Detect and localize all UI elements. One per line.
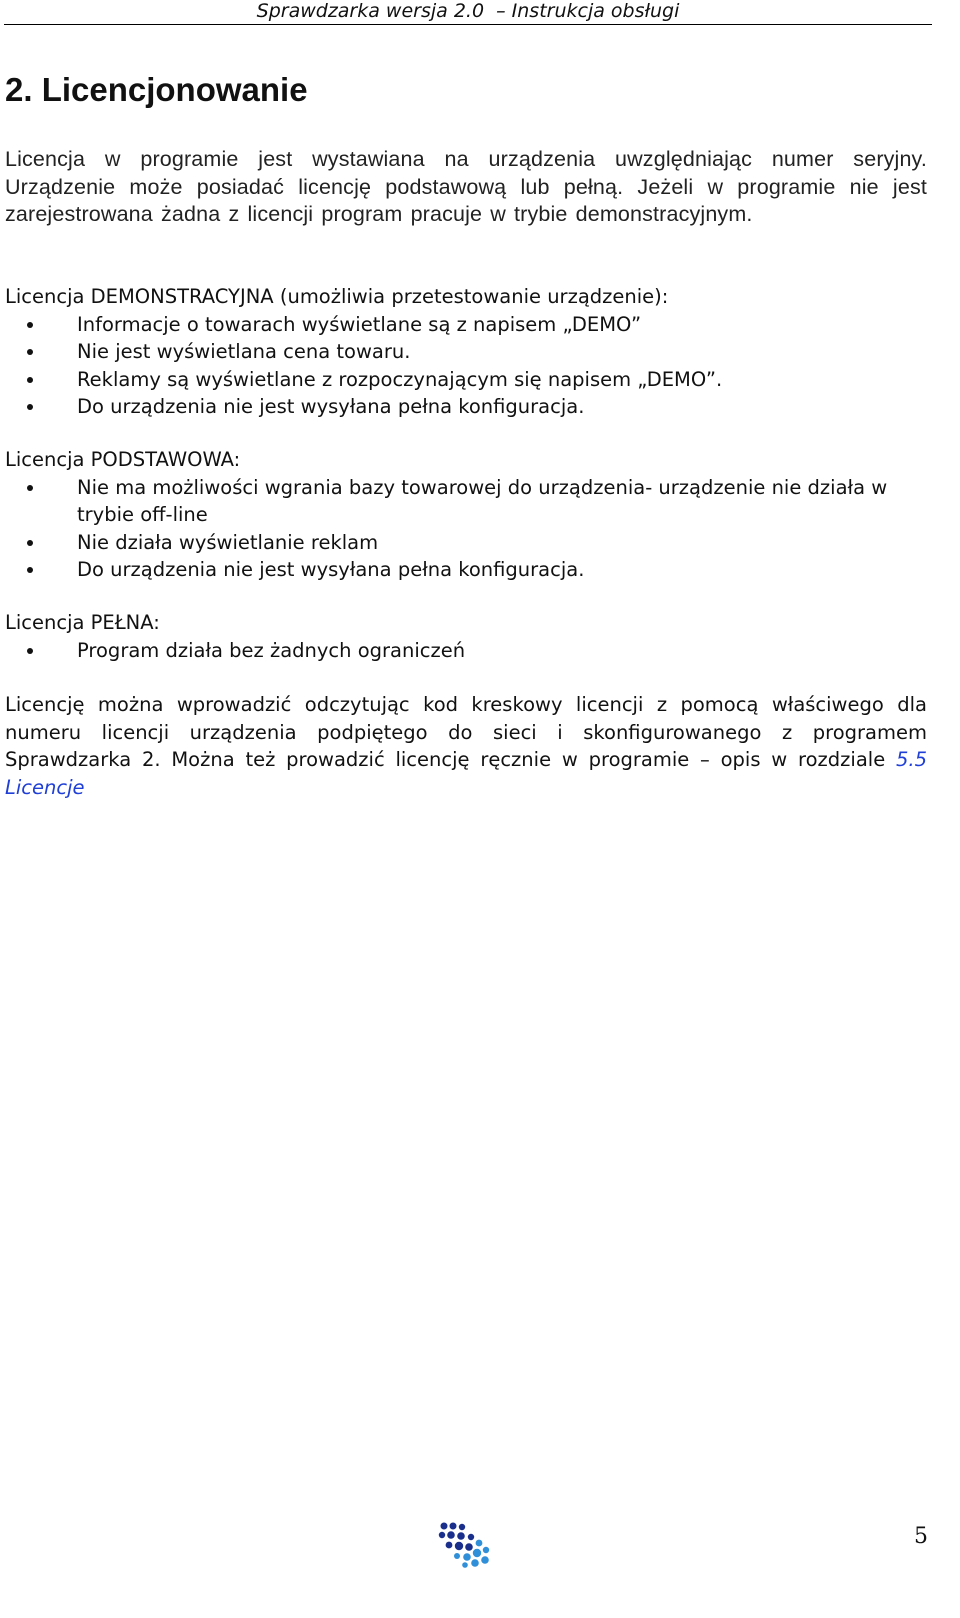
- list-item: Reklamy są wyświetlane z rozpoczynającym się napisem „DEMO”.: [5, 366, 927, 394]
- list-item: Program działa bez żadnych ograniczeń: [5, 637, 927, 665]
- demo-license-list: [5, 311, 927, 421]
- section-full-license: [5, 609, 927, 664]
- closing-paragraph: [5, 691, 927, 801]
- bullet-icon: [27, 540, 33, 546]
- list-item: Nie ma możliwości wgrania bazy towarowej do urządzenia- urządzenie nie działa w trybie off-line: [5, 474, 927, 529]
- bullet-icon: [27, 404, 33, 410]
- section-basic-label: Licencja PODSTAWOWA:: [5, 448, 241, 471]
- chapter-title: 2. Licencjonowanie: [5, 71, 308, 108]
- list-item: Nie działa wyświetlanie reklam: [5, 529, 927, 557]
- basic-license-list: [5, 474, 927, 584]
- intro-paragraph: Licencja w programie jest wystawiana na urządzenia uwzględniając numer seryjny. Urządzenie może posiadać licencję podstawową lub pełną. Jeżeli w programie nie jest zarejestrowana żadna z licencji program pracuje w trybie demonstracyjnym.: [5, 147, 927, 226]
- full-license-list: [5, 637, 927, 665]
- section-demo-label: Licencja DEMONSTRACYJNA (umożliwia przetestowanie urządzenie):: [5, 285, 669, 308]
- running-header-title: Sprawdzarka wersja 2.0 – Instrukcja obsługi: [256, 0, 680, 22]
- section-reference-link[interactable]: 5.5 Licencje: [5, 748, 927, 799]
- bullet-icon: [27, 349, 33, 355]
- section-basic-license: [5, 446, 927, 584]
- page-number: 5: [914, 1524, 928, 1549]
- dotted-sphere-logo-icon: [438, 1522, 494, 1568]
- bullet-icon: [27, 567, 33, 573]
- closing-text: Licencję można wprowadzić odczytując kod kreskowy licencji z pomocą właściwego dla numeru licencji urządzenia podpiętego do sieci i skonfigurowanego z programem Sprawdzarka 2. Można też prowadzić licencję ręcznie w programie – opis w rozdziale: [5, 693, 927, 771]
- list-item: Nie jest wyświetlana cena towaru.: [5, 338, 927, 366]
- bullet-icon: [27, 377, 33, 383]
- section-demo-license: [5, 283, 927, 421]
- bullet-icon: [27, 322, 33, 328]
- section-full-label: Licencja PEŁNA:: [5, 611, 160, 634]
- bullet-icon: [27, 485, 33, 491]
- list-item: Do urządzenia nie jest wysyłana pełna konfiguracja.: [5, 556, 927, 584]
- running-header: [4, 0, 932, 25]
- list-item: Do urządzenia nie jest wysyłana pełna konfiguracja.: [5, 393, 927, 421]
- bullet-icon: [27, 648, 33, 654]
- list-item: Informacje o towarach wyświetlane są z napisem „DEMO”: [5, 311, 927, 339]
